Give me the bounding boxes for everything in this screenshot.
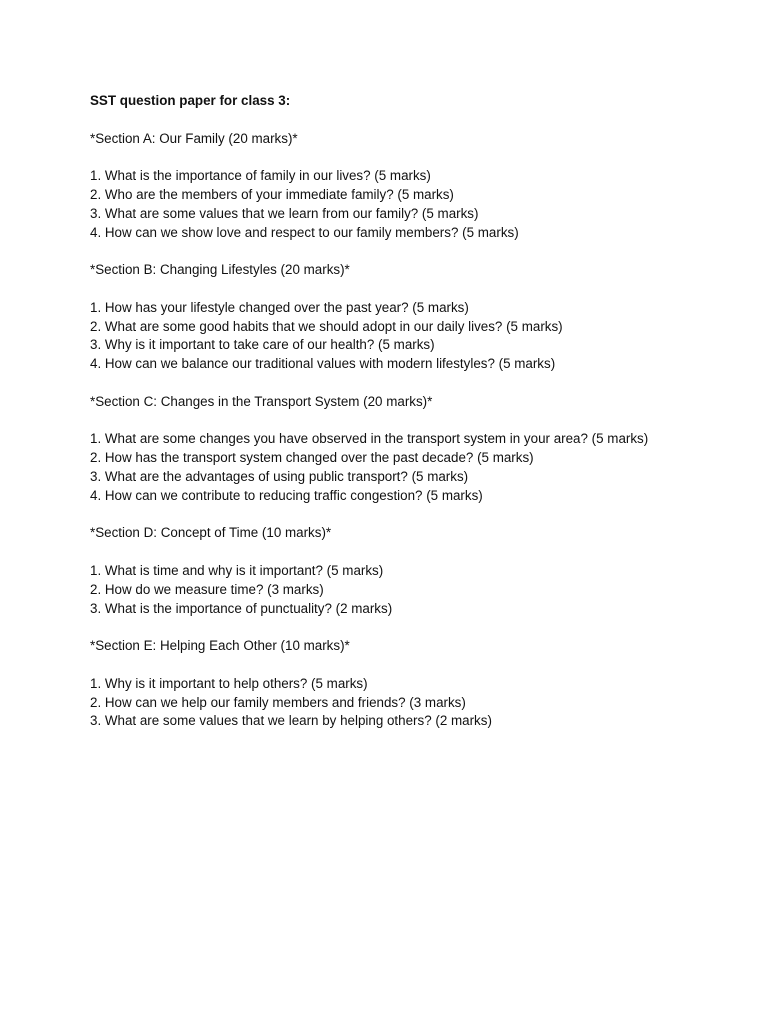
question-item: 2. How do we measure time? (3 marks) xyxy=(90,581,324,597)
section-heading: *Section B: Changing Lifestyles (20 marks)* xyxy=(90,262,350,278)
section-heading: *Section A: Our Family (20 marks)* xyxy=(90,130,298,146)
question-item: 1. Why is it important to help others? (5 marks) xyxy=(90,675,368,691)
question-item: 1. What are some changes you have observed in the transport system in your area? (5 marks) xyxy=(90,431,649,447)
question-item: 2. What are some good habits that we should adopt in our daily lives? (5 marks) xyxy=(90,318,563,334)
section-heading: *Section C: Changes in the Transport System (20 marks)* xyxy=(90,393,433,409)
section-heading: *Section D: Concept of Time (10 marks)* xyxy=(90,525,332,541)
section-e xyxy=(90,637,750,731)
question-item: 3. What are the advantages of using public transport? (5 marks) xyxy=(90,468,469,484)
document-title: SST question paper for class 3: xyxy=(90,93,291,108)
section-c xyxy=(90,393,750,506)
question-item: 2. How can we help our family members and friends? (3 marks) xyxy=(90,694,466,710)
question-item: 1. How has your lifestyle changed over the past year? (5 marks) xyxy=(90,299,469,315)
section-heading: *Section E: Helping Each Other (10 marks)* xyxy=(90,638,350,654)
question-item: 1. What is the importance of family in our lives? (5 marks) xyxy=(90,168,431,184)
question-item: 2. Who are the members of your immediate family? (5 marks) xyxy=(90,186,454,202)
question-item: 2. How has the transport system changed over the past decade? (5 marks) xyxy=(90,450,534,466)
question-item: 4. How can we show love and respect to our family members? (5 marks) xyxy=(90,224,519,240)
question-item: 3. Why is it important to take care of our health? (5 marks) xyxy=(90,337,435,353)
question-item: 3. What are some values that we learn from our family? (5 marks) xyxy=(90,205,479,221)
section-d xyxy=(90,524,750,618)
section-a xyxy=(90,130,750,243)
question-item: 4. How can we contribute to reducing traffic congestion? (5 marks) xyxy=(90,487,483,503)
question-item: 1. What is time and why is it important? (5 marks) xyxy=(90,562,384,578)
section-b xyxy=(90,261,750,374)
question-item: 3. What is the importance of punctuality? (2 marks) xyxy=(90,600,393,616)
question-item: 3. What are some values that we learn by helping others? (2 marks) xyxy=(90,713,492,729)
document-content xyxy=(90,92,750,750)
question-item: 4. How can we balance our traditional values with modern lifestyles? (5 marks) xyxy=(90,356,556,372)
